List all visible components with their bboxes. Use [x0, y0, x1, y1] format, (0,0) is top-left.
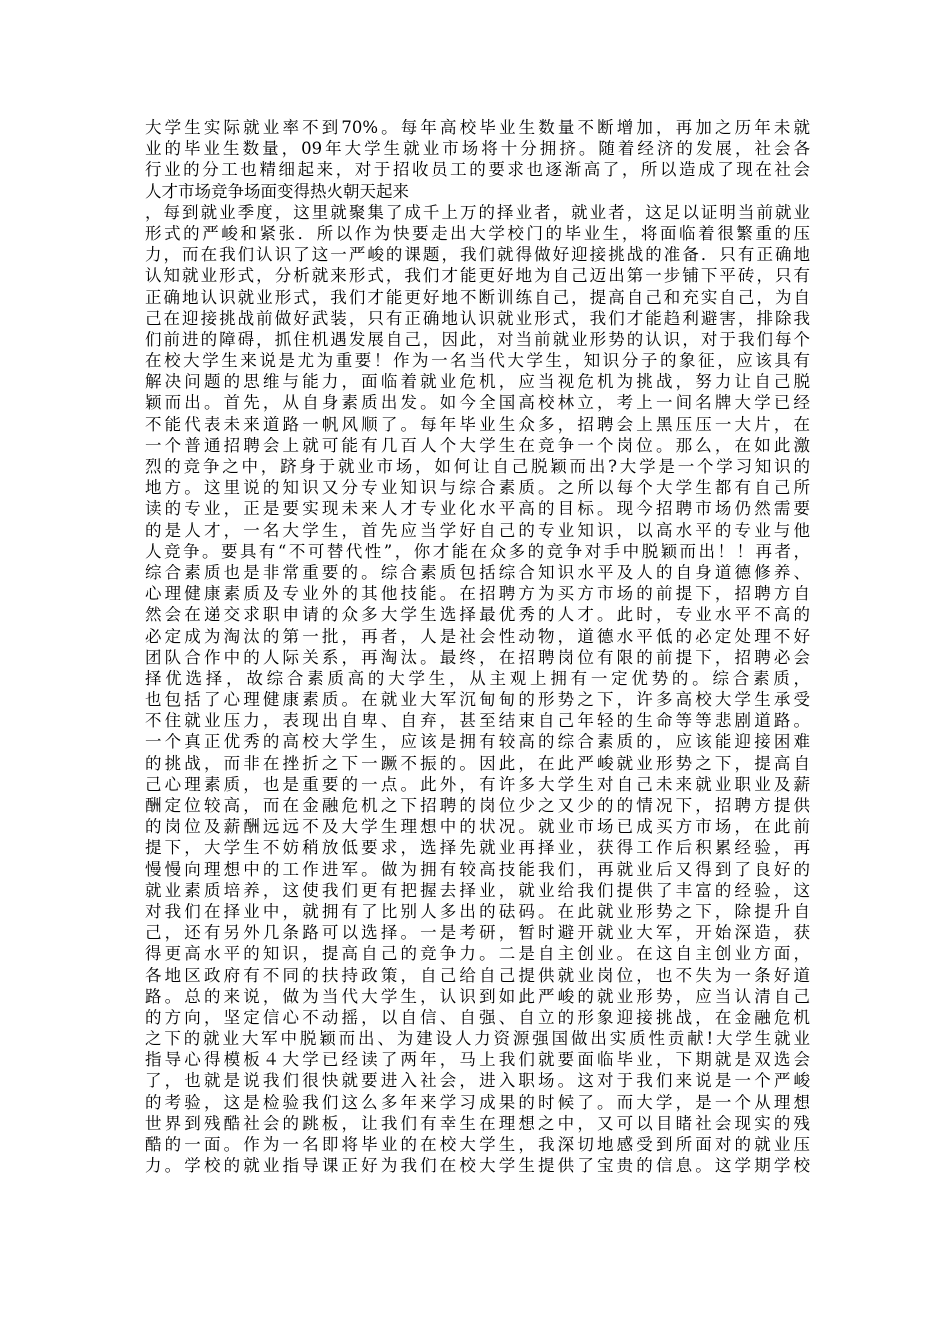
- document-body-text: [145, 117, 810, 1176]
- text-line: 不住就业压力，表现出自卑、自弃，甚至结束自己年轻的生命等等悲剧道路。: [145, 711, 810, 731]
- text-line: 得更高水平的知识，提高自己的竞争力。二是自主创业。在这自主创业方面，: [145, 944, 810, 964]
- text-line: 必定成为淘汰的第一批，再者，人是社会性动物，道德水平低的必定处理不好: [145, 626, 810, 646]
- text-line: 行业的分工也精细起来，对于招收员工的要求也逐渐高了，所以造成了现在社会: [145, 160, 810, 180]
- text-line: 的方向，坚定信心不动摇，以自信、自强、自立的形象迎接挑战，在金融危机: [145, 1007, 810, 1027]
- text-line: 团队合作中的人际关系，再淘汰。最终，在招聘岗位有限的前提下，招聘必会: [145, 647, 810, 667]
- text-line: 综合素质也是非常重要的。综合素质包括综合知识水平及人的自身道德修养、: [145, 562, 810, 582]
- text-line: 提下，大学生不妨稍放低要求，选择先就业再择业，获得工作后积累经验，再: [145, 838, 810, 858]
- text-line: 心理健康素质及专业外的其他技能。在招聘方为买方市场的前提下，招聘方自: [145, 584, 810, 604]
- text-line: 己心理素质，也是重要的一点。此外，有许多大学生对自己未来就业职业及薪: [145, 774, 810, 794]
- text-line: 之下的就业大军中脱颖而出、为建设人力资源强国做出实质性贡献!大学生就业: [145, 1029, 810, 1049]
- text-line: 在校大学生来说是尤为重要！作为一名当代大学生，知识分子的象征，应该具有: [145, 351, 810, 371]
- text-line: 各地区政府有不同的扶持政策，自己给自己提供就业岗位，也不失为一条好道: [145, 965, 810, 985]
- text-line: 形式的严峻和紧张．所以作为快要走出大学校门的毕业生，将面临着很繁重的压: [145, 223, 810, 243]
- text-line: 世界到残酷社会的跳板，让我们有幸生在理想之中，又可以目睹社会现实的残: [145, 1113, 810, 1133]
- text-line: 正确地认识就业形式，我们才能更好地不断训练自己，提高自己和充实自己，为自: [145, 287, 810, 307]
- text-line: ，每到就业季度，这里就聚集了成千上万的择业者，就业者，这足以证明当前就业: [145, 202, 810, 222]
- text-line: 烈的竞争之中，跻身于就业市场，如何让自己脱颖而出?大学是一个学习知识的: [145, 457, 810, 476]
- text-line: 酷的一面。作为一名即将毕业的在校大学生，我深切地感受到所面对的就业压: [145, 1135, 810, 1154]
- text-line: 颖而出。首先，从自身素质出发。如今全国高校林立，考上一间名牌大学已经: [145, 393, 810, 413]
- text-line: 业的毕业生数量，09年大学生就业市场将十分拥挤。随着经济的发展，社会各: [145, 139, 810, 159]
- text-line: 对我们在择业中，就拥有了比别人多出的砝码。在此就业形势之下，除提升自: [145, 901, 810, 921]
- text-line: 慢慢向理想中的工作进军。做为拥有较高技能我们，再就业后又得到了良好的: [145, 859, 810, 879]
- text-line: 的考验，这是检验我们这么多年来学习成果的时候了。而大学，是一个从理想: [145, 1092, 810, 1112]
- text-line: 一个真正优秀的高校大学生，应该是拥有较高的综合素质的，应该能迎接困难: [145, 732, 810, 752]
- text-line: 们前进的障碍，抓住机遇发展自己，因此，对当前就业形势的认识，对于我们每个: [145, 329, 810, 349]
- text-line: 的岗位及薪酬远远不及大学生理想中的状况。就业市场已成买方市场，在此前: [145, 817, 810, 837]
- text-line: 不能代表未来道路一帆风顺了。每年毕业生众多，招聘会上黑压压一大片，在: [145, 414, 810, 434]
- text-line: 人才市场竞争场面变得热火朝天起来: [145, 181, 409, 201]
- text-line: 酬定位较高，而在金融危机之下招聘的岗位少之又少的的情况下，招聘方提供: [145, 796, 810, 815]
- text-line: 力。学校的就业指导课正好为我们在校大学生提供了宝贵的信息。这学期学校: [145, 1156, 810, 1176]
- text-line: 指导心得模板４大学已经读了两年，马上我们就要面临毕业，下期就是双选会: [145, 1050, 810, 1070]
- text-line: 认知就业形式，分析就来形式，我们才能更好地为自己迈出第一步铺下平砖，只有: [145, 266, 810, 286]
- text-line: 己在迎接挑战前做好武装，只有正确地认识就业形式，我们才能趋利避害，排除我: [145, 308, 810, 328]
- text-line: 的是人才，一名大学生，首先应当学好自己的专业知识，以高水平的专业与他: [145, 520, 810, 540]
- text-line: 地方。这里说的知识又分专业知识与综合素质。之所以每个大学生都有自己所: [145, 478, 810, 498]
- text-line: 了，也就是说我们很快就要进入社会，进入职场。这对于我们来说是一个严峻: [145, 1071, 810, 1091]
- text-line: 就业素质培养，这使我们更有把握去择业，就业给我们提供了丰富的经验，这: [145, 880, 810, 900]
- text-line: 己，还有另外几条路可以选择。一是考研，暂时避开就业大军，开始深造，获: [145, 923, 810, 943]
- text-line: 然会在递交求职申请的众多大学生选择最优秀的人才。此时，专业水平不高的: [145, 605, 810, 625]
- text-line: 大学生实际就业率不到70%。每年高校毕业生数量不断增加，再加之历年未就: [145, 118, 810, 137]
- text-line: 力，而在我们认识了这一严峻的课题，我们就得做好迎接挑战的准备．只有正确地: [145, 245, 810, 265]
- text-line: 路。总的来说，做为当代大学生，认识到如此严峻的就业形势，应当认清自己: [145, 986, 810, 1006]
- text-line: 择优选择，故综合素质高的大学生，从主观上拥有一定优势的。综合素质，: [145, 668, 810, 688]
- text-line: 也包括了心理健康素质。在就业大军沉甸甸的形势之下，许多高校大学生承受: [145, 690, 810, 710]
- text-line: 的挑战，而非在挫折之下一蹶不振的。因此，在此严峻就业形势之下，提高自: [145, 753, 810, 773]
- text-line: 一个普通招聘会上就可能有几百人个大学生在竞争一个岗位。那么，在如此激: [145, 435, 810, 455]
- text-line: 人竞争。要具有“不可替代性”，你才能在众多的竞争对手中脱颖而出！！再者，: [145, 541, 810, 561]
- text-line: 读的专业，正是要实现未来人才专业化水平高的目标。现今招聘市场仍然需要: [145, 499, 810, 519]
- text-line: 解决问题的思维与能力，面临着就业危机，应当视危机为挑战，努力让自己脱: [145, 372, 810, 392]
